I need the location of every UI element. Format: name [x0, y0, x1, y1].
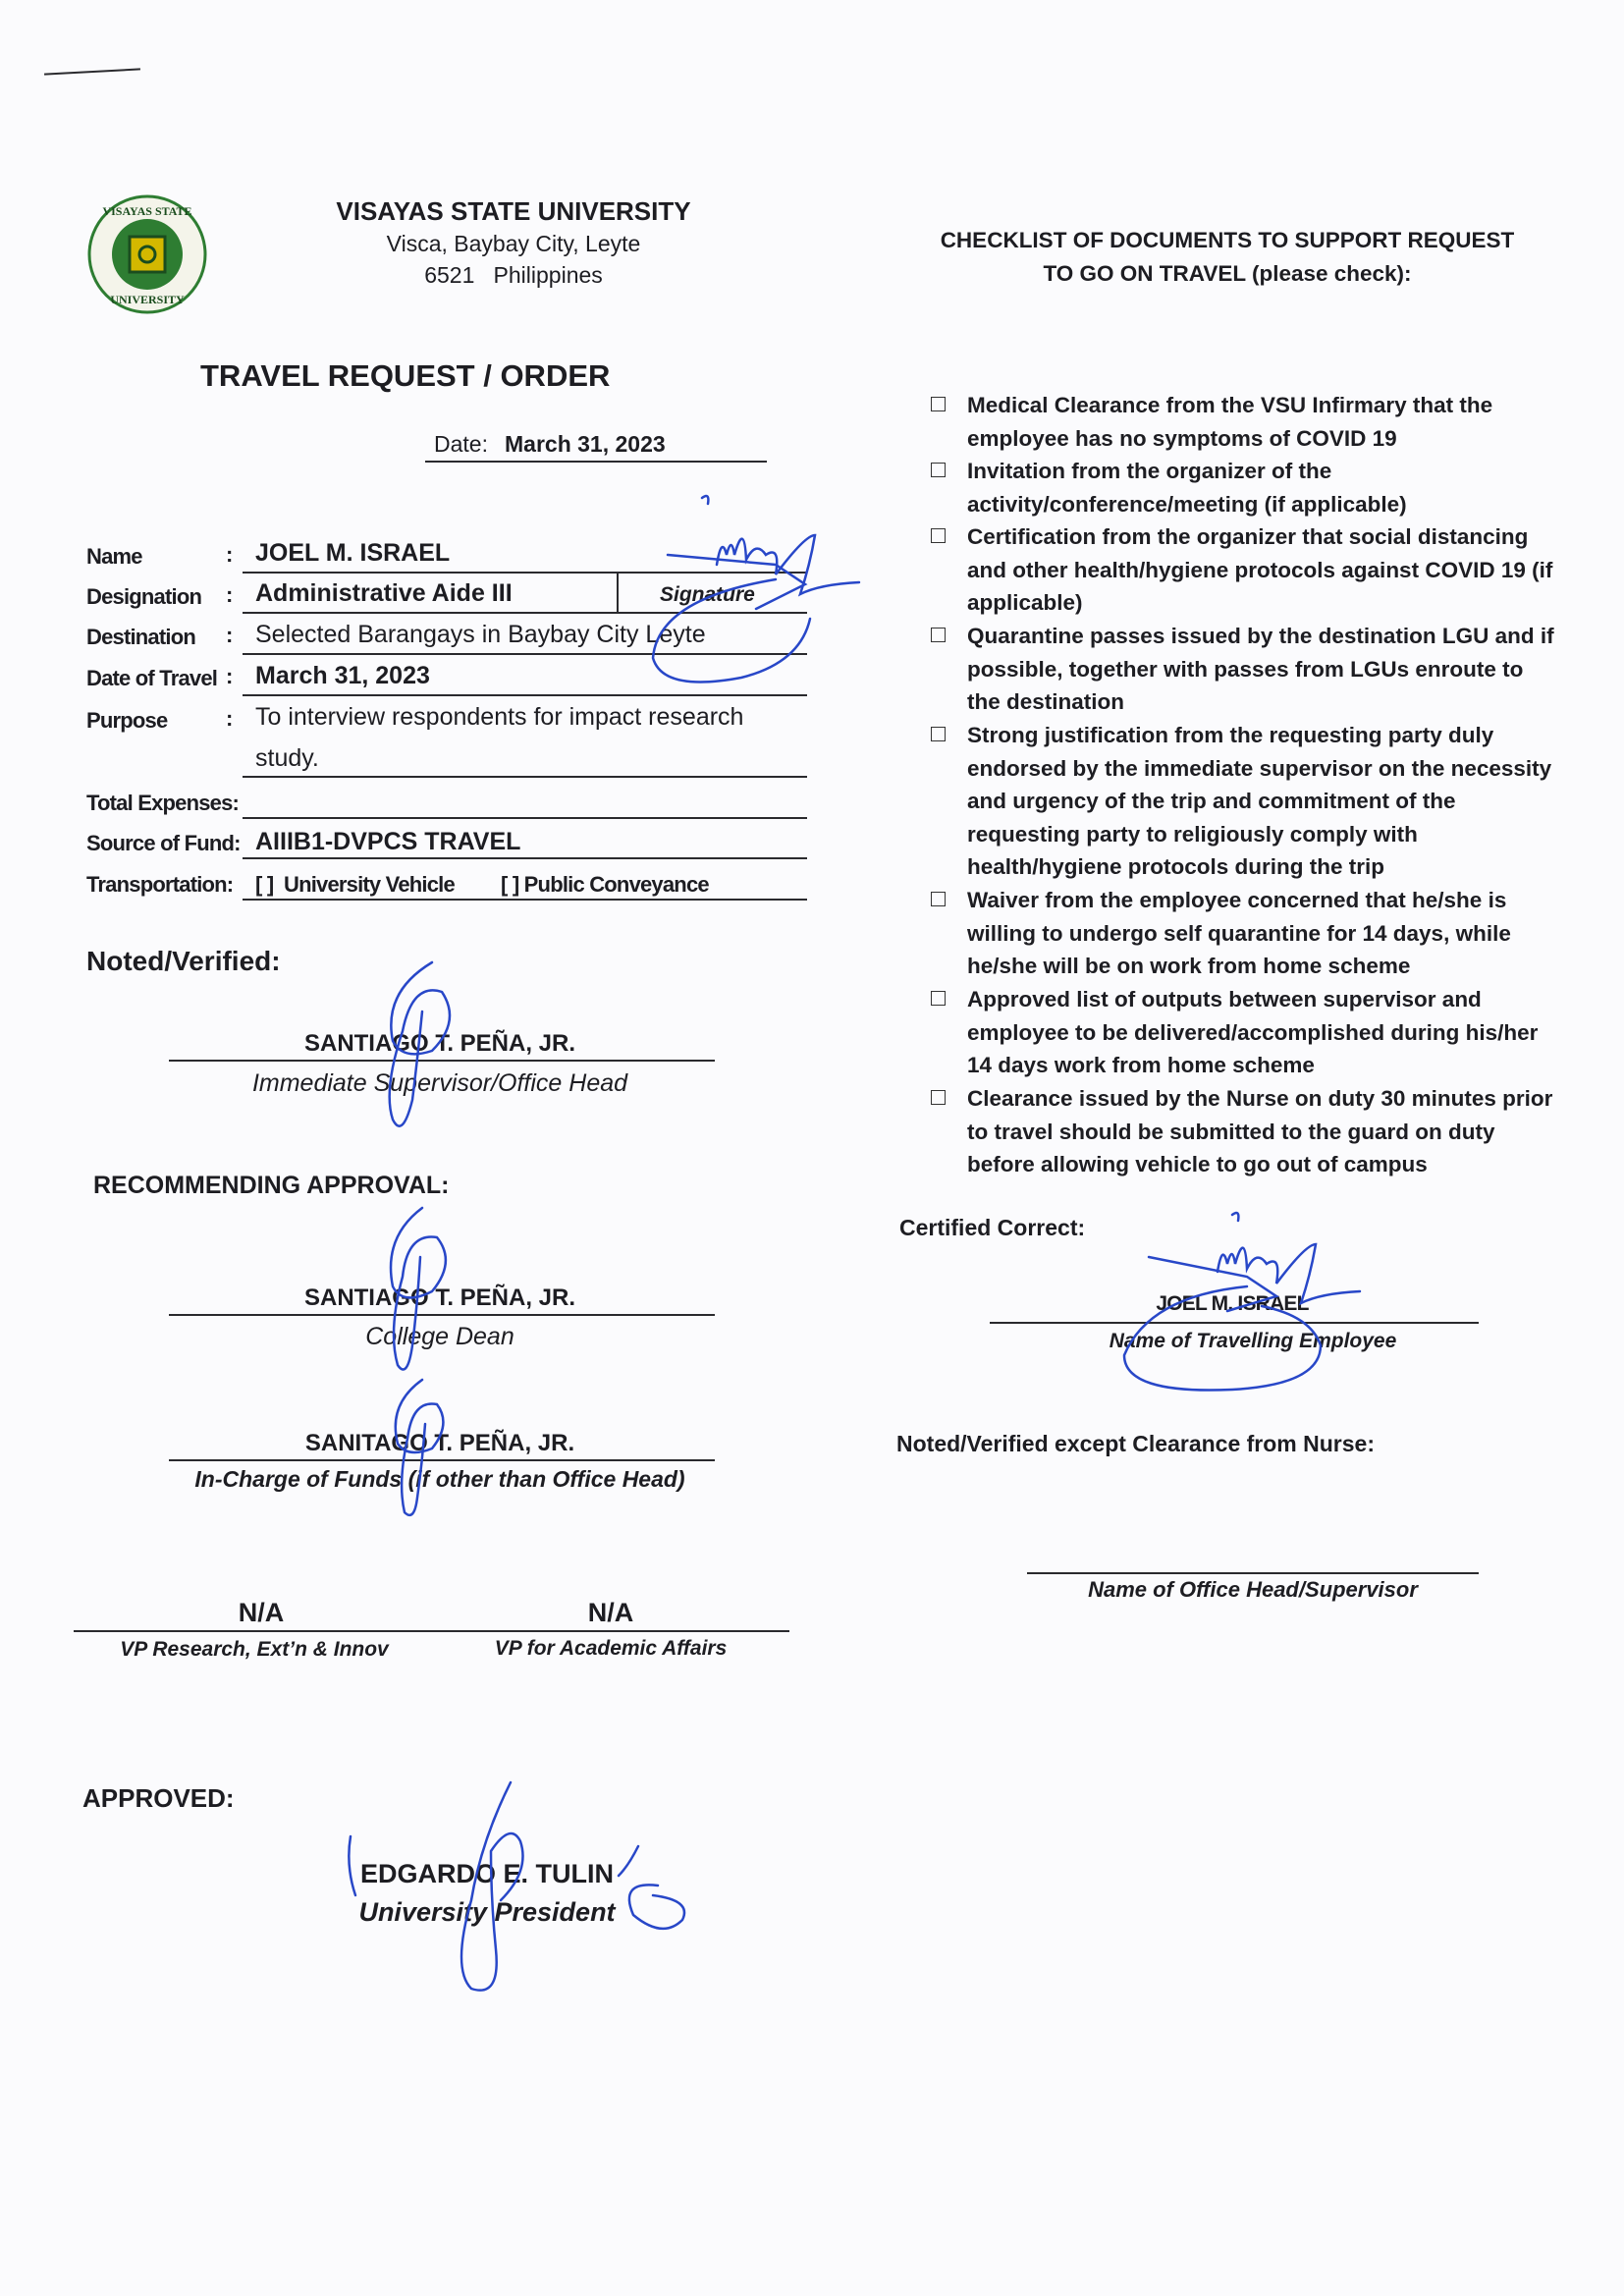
vp-research-name: N/A: [238, 1598, 285, 1627]
checkbox[interactable]: [931, 528, 946, 543]
svg-text:UNIVERSITY: UNIVERSITY: [110, 293, 185, 306]
noted-verified-label: Noted/Verified:: [86, 946, 281, 976]
public-conveyance-option[interactable]: [ ] Public Conveyance: [501, 872, 709, 897]
dean-signature: [363, 1203, 471, 1380]
checklist-heading-line1: CHECKLIST OF DOCUMENTS TO SUPPORT REQUEST: [940, 228, 1515, 252]
destination-value: Selected Barangays in Baybay City Leyte: [255, 621, 706, 648]
certified-correct-label: Certified Correct:: [899, 1215, 1086, 1240]
colon: :: [226, 664, 233, 688]
checklist-heading-line2: TO GO ON TRAVEL (please check):: [1043, 261, 1412, 286]
vp-research-role: VP Research, Ext’n & Innov: [120, 1638, 389, 1661]
checklist-item-text: Clearance issued by the Nurse on duty 30 minutes prior to travel should be submitted to the guard on duty before allowing vehicle to go out of campus: [967, 1086, 1553, 1177]
name-value: JOEL M. ISRAEL: [255, 539, 451, 567]
date-value: March 31, 2023: [505, 431, 666, 457]
supervisor-role: Immediate Supervisor/Office Head: [251, 1069, 628, 1097]
checklist-item-text: Quarantine passes issued by the destination LGU and if possible, together with passes from LGUs enroute to the destination: [967, 624, 1554, 715]
date-of-travel-label: Date of Travel: [86, 666, 218, 690]
approved-label: APPROVED:: [82, 1783, 235, 1813]
checkbox[interactable]: [931, 991, 946, 1006]
president-signature: [334, 1777, 697, 1994]
checklist-item-text: Approved list of outputs between supervisor and employee to be delivered/accomplished during his/her 14 days work from home scheme: [967, 987, 1539, 1078]
purpose-underline: [243, 776, 807, 778]
transportation-label: Transportation:: [86, 872, 234, 897]
employee-signature-form: [609, 486, 884, 722]
total-expenses-label: Total Expenses:: [86, 791, 240, 815]
employee-name: JOEL M. ISRAEL: [1156, 1292, 1309, 1315]
university-name: VISAYAS STATE UNIVERSITY: [336, 196, 691, 226]
date-underline: [425, 461, 767, 463]
employee-role: Name of Travelling Employee: [1109, 1330, 1397, 1352]
checkbox[interactable]: [931, 628, 946, 642]
supervisor-name: SANTIAGO T. PEÑA, JR.: [303, 1030, 576, 1057]
checkbox[interactable]: [931, 892, 946, 906]
dean-name: SANTIAGO T. PEÑA, JR.: [303, 1285, 576, 1311]
checkbox[interactable]: [931, 397, 946, 411]
funds-in-charge-name: SANITAGO T. PEÑA, JR.: [304, 1430, 575, 1456]
purpose-label: Purpose: [86, 708, 168, 733]
university-vehicle-option[interactable]: [ ] University Vehicle: [255, 872, 455, 897]
form-title: TRAVEL REQUEST / ORDER: [200, 358, 611, 393]
designation-value: Administrative Aide III: [255, 579, 513, 607]
nurse-exception-label: Noted/Verified except Clearance from Nurse:: [896, 1431, 1375, 1456]
recommending-approval-label: RECOMMENDING APPROVAL:: [93, 1172, 450, 1199]
colon: :: [226, 706, 233, 731]
date-label: Date:: [434, 431, 488, 457]
scan-mark: [44, 68, 140, 75]
vp-academic-name: N/A: [587, 1598, 634, 1627]
checklist-item-text: Certification from the organizer that social distancing and other health/hygiene protocols against COVID 19 (if applicable): [967, 524, 1553, 616]
total-expenses-underline: [243, 817, 807, 819]
president-name: EDGARDO E. TULIN: [359, 1859, 615, 1888]
checkbox[interactable]: [931, 727, 946, 741]
checklist-item-text: Strong justification from the requesting party duly endorsed by the immediate supervisor on the necessity and urgency of the trip and commitment of the requesting party to religiously comply with health/hygiene protocols during the trip: [967, 723, 1552, 880]
signature-label: Signature: [660, 583, 755, 606]
colon: :: [226, 582, 233, 607]
designation-label: Designation: [86, 584, 202, 609]
address-line-2: 6521 Philippines: [424, 262, 603, 288]
date-of-travel-value: March 31, 2023: [255, 662, 430, 689]
source-of-fund-underline: [243, 857, 807, 859]
dean-role: College Dean: [365, 1323, 514, 1350]
source-of-fund-value: AIIIB1-DVPCS TRAVEL: [255, 828, 521, 855]
transportation-underline: [243, 899, 807, 901]
office-head-role: Name of Office Head/Supervisor: [1088, 1577, 1418, 1602]
checklist-item-text: Invitation from the organizer of the activity/conference/meeting (if applicable): [967, 459, 1407, 517]
office-head-signature-line: [1027, 1572, 1479, 1574]
purpose-value-line1: To interview respondents for impact research: [255, 703, 744, 731]
checkbox[interactable]: [931, 1090, 946, 1105]
vp-signature-line: [74, 1630, 789, 1632]
president-role: University President: [358, 1897, 616, 1927]
source-of-fund-label: Source of Fund:: [86, 831, 241, 855]
purpose-value-line2: study.: [255, 744, 319, 772]
svg-text:VISAYAS STATE: VISAYAS STATE: [102, 204, 192, 218]
vp-academic-role: VP for Academic Affairs: [494, 1637, 728, 1660]
checklist-item-text: Waiver from the employee concerned that he/she is willing to undergo self quarantine for 14 days, while he/she will be on work from home scheme: [967, 888, 1511, 979]
supervisor-signature: [353, 953, 481, 1149]
checklist-item-text: Medical Clearance from the VSU Infirmary that the employee has no symptoms of COVID 19: [967, 393, 1493, 451]
employee-signature-certified: [1100, 1203, 1394, 1429]
destination-label: Destination: [86, 625, 195, 649]
funds-in-charge-role: In-Charge of Funds (if other than Office Head): [194, 1466, 685, 1492]
university-seal-logo: [86, 193, 208, 315]
name-label: Name: [86, 544, 142, 569]
colon: :: [226, 542, 233, 567]
funds-in-charge-signature: [368, 1375, 476, 1522]
checkbox[interactable]: [931, 463, 946, 477]
address-line-1: Visca, Baybay City, Leyte: [386, 231, 641, 256]
colon: :: [226, 623, 233, 647]
